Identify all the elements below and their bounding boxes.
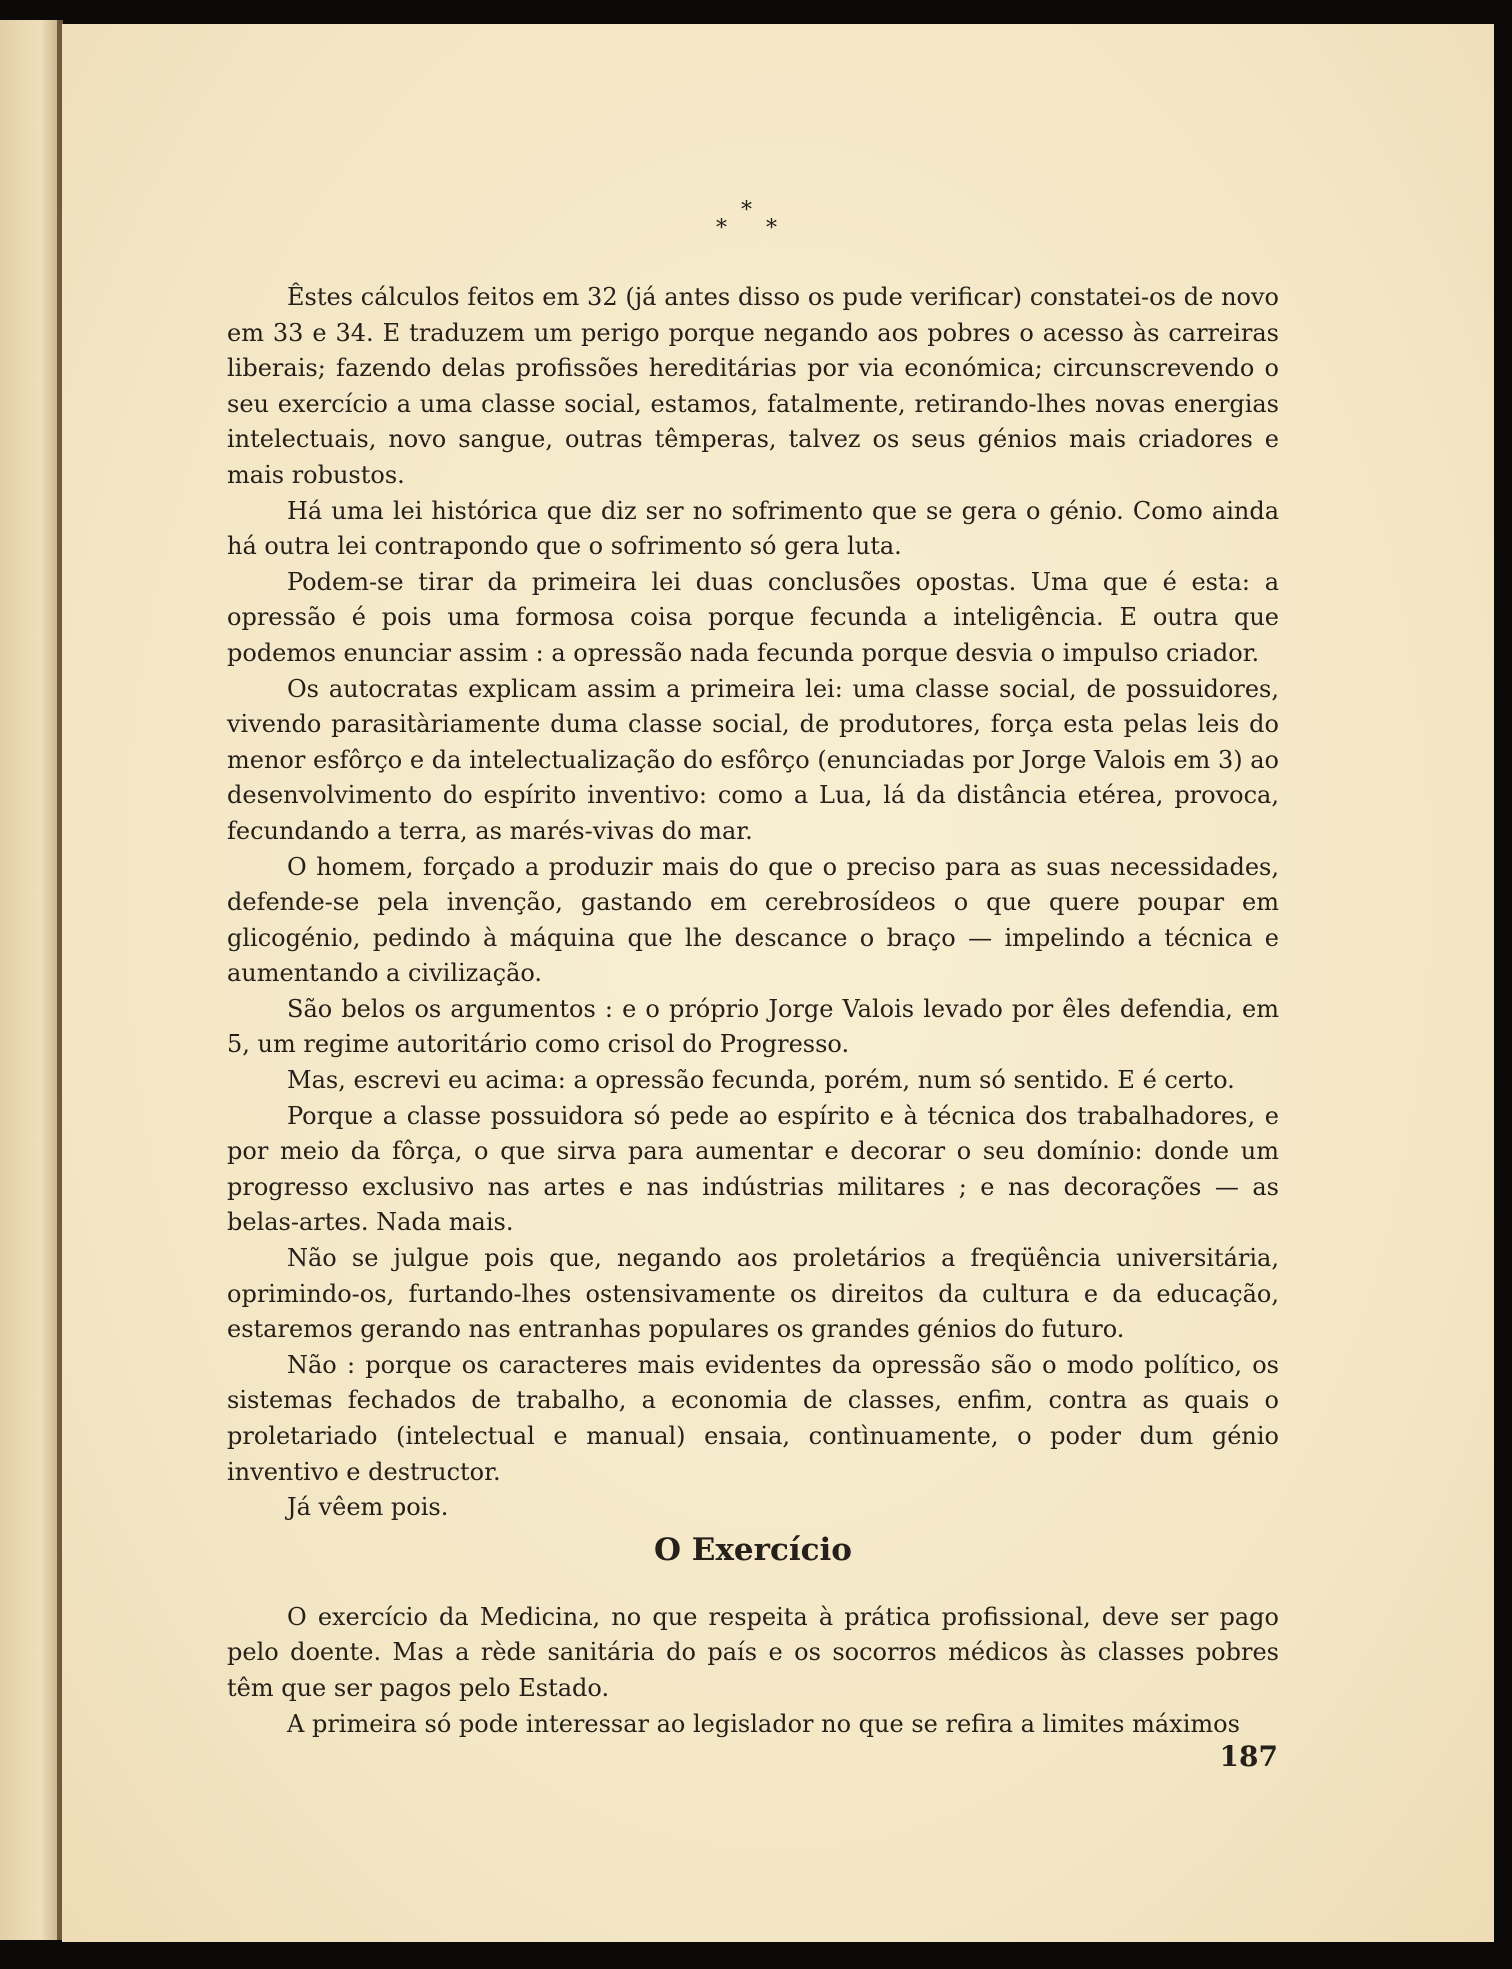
paragraph: O exercício da Medicina, no que respeita à prática profissional, deve ser pago pelo doente. Mas a rède sanitária do país e os socorros médicos às classes pobres têm que ser pagos pelo Estado. [227, 1602, 1279, 1702]
section-break-ornament [704, 198, 794, 248]
paragraph: Não : porque os caracteres mais evidentes da opressão são o modo político, os sistemas fechados de trabalho, a economia de classes, enfim, contra as quais o proletariado (intelectual e manual) ensaia, contìnuamente, o poder dum génio inventivo e destructor. [227, 1350, 1279, 1486]
paragraph: Não se julgue pois que, negando aos proletários a freqüência universitária, oprimindo-os, furtando-lhes ostensivamente os direitos da cultura e da educação, estaremos gerando nas entranhas populares os grandes génios do futuro. [227, 1244, 1279, 1344]
paragraph: Êstes cálculos feitos em 32 (já antes disso os pude verificar) constatei-os de novo em 33 e 34. E traduzem um perigo porque negando aos pobres o acesso às carreiras liberais; fazendo delas profissões hereditárias por via económica; circunscrevendo o seu exercício a uma classe social, estamos, fatalmente, retirando-lhes novas energias intelectuais, novo sangue, outras têmperas, talvez os seus génios mais criadores e mais robustos. [227, 283, 1279, 489]
paragraph: Podem-se tirar da primeira lei duas conclusões opostas. Uma que é esta: a opressão é pois uma formosa coisa porque fecunda a inteligência. E outra que podemos enunciar assim : a opressão nada fecunda porque desvia o impulso criador. [227, 567, 1279, 667]
asterisk-top: * [741, 198, 752, 223]
paragraph: Já vêem pois. [287, 1493, 449, 1522]
paragraph: Mas, escrevi eu acima: a opressão fecunda, porém, num só sentido. E é certo. [287, 1066, 1235, 1095]
section-heading: O Exercício [654, 1531, 852, 1568]
paragraph: A primeira só pode interessar ao legislador no que se refira a limites máximos [287, 1709, 1240, 1738]
paragraph: Há uma lei histórica que diz ser no sofrimento que se gera o génio. Como ainda há outra lei contrapondo que o sofrimento só gera luta. [227, 496, 1279, 561]
body-text [227, 280, 1279, 1742]
paragraph: Os autocratas explicam assim a primeira lei: uma classe social, de possuidores, vivendo parasitàriamente duma classe social, de produtores, força esta pelas leis do menor esfôrço e da intelectualização do esfôrço (enunciadas por Jorge Valois em 3) ao desenvolvimento do espírito inventivo: como a Lua, lá da distância etérea, provoca, fecundando a terra, as marés-vivas do mar. [227, 674, 1279, 845]
paragraph: Porque a classe possuidora só pede ao espírito e à técnica dos trabalhadores, e por meio da fôrça, o que sirva para aumentar e decorar o seu domínio: donde um progresso exclusivo nas artes e nas indústrias militares ; e nas decorações — as belas-artes. Nada mais. [227, 1101, 1279, 1237]
page-number: 187 [1219, 1740, 1278, 1773]
asterisk-right: * [766, 216, 777, 241]
left-page-edge [0, 20, 58, 1940]
paragraph: São belos os argumentos : e o próprio Jorge Valois levado por êles defendia, em 5, um regime autoritário como crisol do Progresso. [227, 994, 1279, 1059]
paragraph: O homem, forçado a produzir mais do que o preciso para as suas necessidades, defende-se pela invenção, gastando em cerebrosídeos o que quere poupar em glicogénio, pedindo à máquina que lhe descance o braço — impelindo a técnica e aumentando a civilização. [227, 852, 1279, 988]
asterisk-left: * [716, 216, 727, 241]
